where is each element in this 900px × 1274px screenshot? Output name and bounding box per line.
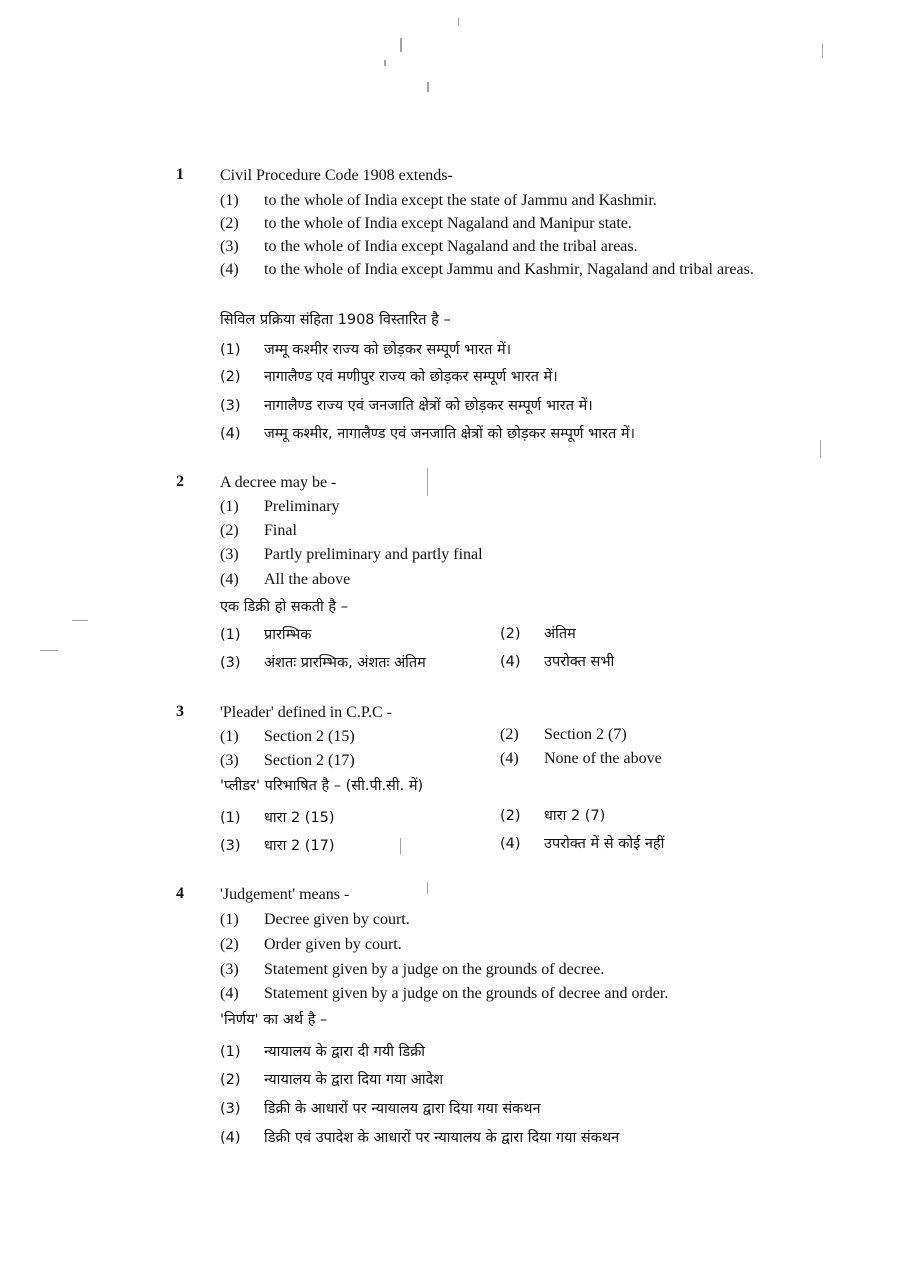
option-text: None of the above [544, 750, 662, 767]
question-stem-hindi: सिविल प्रक्रिया संहिता 1908 विस्तारित है – [220, 312, 451, 328]
option-number: (2) [500, 808, 521, 824]
option-number: (1) [220, 810, 241, 826]
question-stem-hindi: 'निर्णय' का अर्थ है – [220, 1012, 328, 1028]
question-number: 3 [176, 703, 184, 720]
option-hindi [220, 653, 426, 673]
option-number: (2) [220, 369, 241, 385]
option-text: धारा 2 (15) [264, 810, 335, 826]
option-text: उपरोक्त सभी [544, 654, 615, 670]
option-text: उपरोक्त में से कोई नहीं [544, 836, 665, 852]
option-number: (3) [220, 838, 241, 854]
option-text: प्रारम्भिक [264, 627, 312, 643]
option-hindi [220, 396, 593, 416]
option-text: Preliminary [264, 498, 340, 515]
option-hindi [220, 808, 335, 828]
option-english [220, 935, 402, 955]
option-hindi [500, 834, 664, 854]
question-stem-hindi: एक डिक्री हो सकती है – [220, 599, 348, 615]
question-stem-english: A decree may be - [220, 474, 337, 491]
option-number: (2) [500, 626, 521, 642]
option-number: (2) [220, 936, 239, 953]
option-text: अंशतः प्रारम्भिक, अंशतः अंतिम [264, 655, 426, 671]
option-number: (3) [220, 546, 239, 563]
option-text: Section 2 (17) [264, 752, 355, 769]
option-hindi [220, 340, 511, 360]
option-text: Final [264, 522, 297, 539]
option-hindi [220, 424, 635, 444]
option-number: (2) [220, 522, 239, 539]
option-number: (4) [220, 985, 239, 1002]
option-english [220, 497, 340, 517]
option-number: (3) [220, 655, 241, 671]
question-stem-hindi: 'प्लीडर' परिभाषित है – (सी.पी.सी. में) [220, 778, 424, 794]
option-number: (3) [220, 961, 239, 978]
option-number: (4) [500, 654, 521, 670]
scan-mark [820, 440, 821, 458]
scan-mark [72, 620, 88, 621]
option-text: Partly preliminary and partly final [264, 546, 483, 563]
option-english [220, 984, 668, 1004]
option-text: Section 2 (7) [544, 726, 627, 743]
option-english [500, 749, 662, 769]
option-number: (1) [220, 1044, 241, 1060]
option-number: (2) [220, 215, 239, 232]
scan-mark [40, 650, 58, 651]
option-hindi [500, 806, 605, 826]
option-number: (1) [220, 342, 241, 358]
option-text: to the whole of India except Nagaland and Manipur state. [264, 215, 632, 232]
option-english [220, 570, 350, 590]
option-number: (1) [220, 911, 239, 928]
option-text: to the whole of India except Nagaland and the tribal areas. [264, 238, 638, 255]
option-text: All the above [264, 571, 351, 588]
option-english [220, 727, 355, 747]
option-english [220, 260, 804, 282]
option-text: to the whole of India except the state of Jammu and Kashmir. [264, 192, 657, 209]
question-stem-english: Civil Procedure Code 1908 extends- [220, 167, 453, 184]
scan-mark [427, 82, 429, 92]
option-number: (4) [220, 261, 239, 278]
option-number: (1) [220, 728, 239, 745]
option-hindi [220, 1042, 425, 1062]
option-text: डिक्री के आधारों पर न्यायालय द्वारा दिया गया संकथन [264, 1101, 541, 1117]
question-stem-english: 'Judgement' means - [220, 886, 350, 903]
option-number: (2) [500, 726, 519, 743]
option-number: (3) [220, 398, 241, 414]
scan-mark [458, 18, 459, 26]
option-hindi [500, 652, 614, 672]
question-number: 4 [176, 885, 184, 902]
option-text: Statement given by a judge on the grounds of decree. [264, 961, 605, 978]
option-english [220, 910, 410, 930]
option-number: (1) [220, 192, 239, 209]
option-number: (3) [220, 1101, 241, 1117]
option-number: (4) [220, 426, 241, 442]
option-english [220, 521, 297, 541]
option-text: Statement given by a judge on the grounds of decree and order. [264, 985, 669, 1002]
option-english [220, 237, 638, 257]
option-number: (4) [500, 750, 519, 767]
option-english [220, 214, 632, 234]
option-number: (2) [220, 1072, 241, 1088]
option-text: जम्मू कश्मीर राज्य को छोड़कर सम्पूर्ण भारत में। [264, 342, 512, 358]
option-text: to the whole of India except Jammu and Kashmir, Nagaland and tribal areas. [264, 261, 754, 278]
option-text: अंतिम [544, 626, 576, 642]
scan-mark [427, 882, 428, 894]
scan-mark [427, 468, 428, 496]
option-number: (4) [220, 571, 239, 588]
option-english [220, 751, 355, 771]
option-hindi [220, 1128, 619, 1148]
option-text: डिक्री एवं उपादेश के आधारों पर न्यायालय के द्वारा दिया गया संकथन [264, 1130, 620, 1146]
option-number: (4) [220, 1130, 241, 1146]
option-english [220, 960, 604, 980]
option-hindi [220, 367, 558, 387]
scan-mark [400, 838, 401, 854]
option-hindi [220, 836, 335, 856]
option-text: जम्मू कश्मीर, नागालैण्ड एवं जनजाति क्षेत्रों को छोड़कर सम्पूर्ण भारत में। [264, 426, 635, 442]
option-number: (3) [220, 238, 239, 255]
option-number: (1) [220, 498, 239, 515]
scan-mark [384, 60, 386, 66]
scan-mark [822, 44, 823, 58]
option-text: नागालैण्ड एवं मणीपुर राज्य को छोड़कर सम्पूर्ण भारत में। [264, 369, 558, 385]
option-hindi [220, 625, 311, 645]
option-text: न्यायालय के द्वारा दी गयी डिक्री [264, 1044, 425, 1060]
option-text: धारा 2 (17) [264, 838, 335, 854]
option-text: Order given by court. [264, 936, 402, 953]
option-hindi [220, 1099, 541, 1119]
option-text: Section 2 (15) [264, 728, 355, 745]
option-text: न्यायालय के द्वारा दिया गया आदेश [264, 1072, 444, 1088]
option-english [220, 545, 483, 565]
option-hindi [500, 624, 576, 644]
scan-mark [400, 38, 402, 52]
option-english [500, 725, 627, 745]
option-text: Decree given by court. [264, 911, 410, 928]
option-text: धारा 2 (7) [544, 808, 606, 824]
option-text: नागालैण्ड राज्य एवं जनजाति क्षेत्रों को छोड़कर सम्पूर्ण भारत में। [264, 398, 593, 414]
question-number: 2 [176, 473, 184, 490]
option-number: (3) [220, 752, 239, 769]
option-number: (4) [500, 836, 521, 852]
option-number: (1) [220, 627, 241, 643]
option-hindi [220, 1070, 443, 1090]
question-stem-english: 'Pleader' defined in C.P.C - [220, 704, 392, 721]
question-number: 1 [176, 166, 184, 183]
option-english [220, 191, 657, 211]
